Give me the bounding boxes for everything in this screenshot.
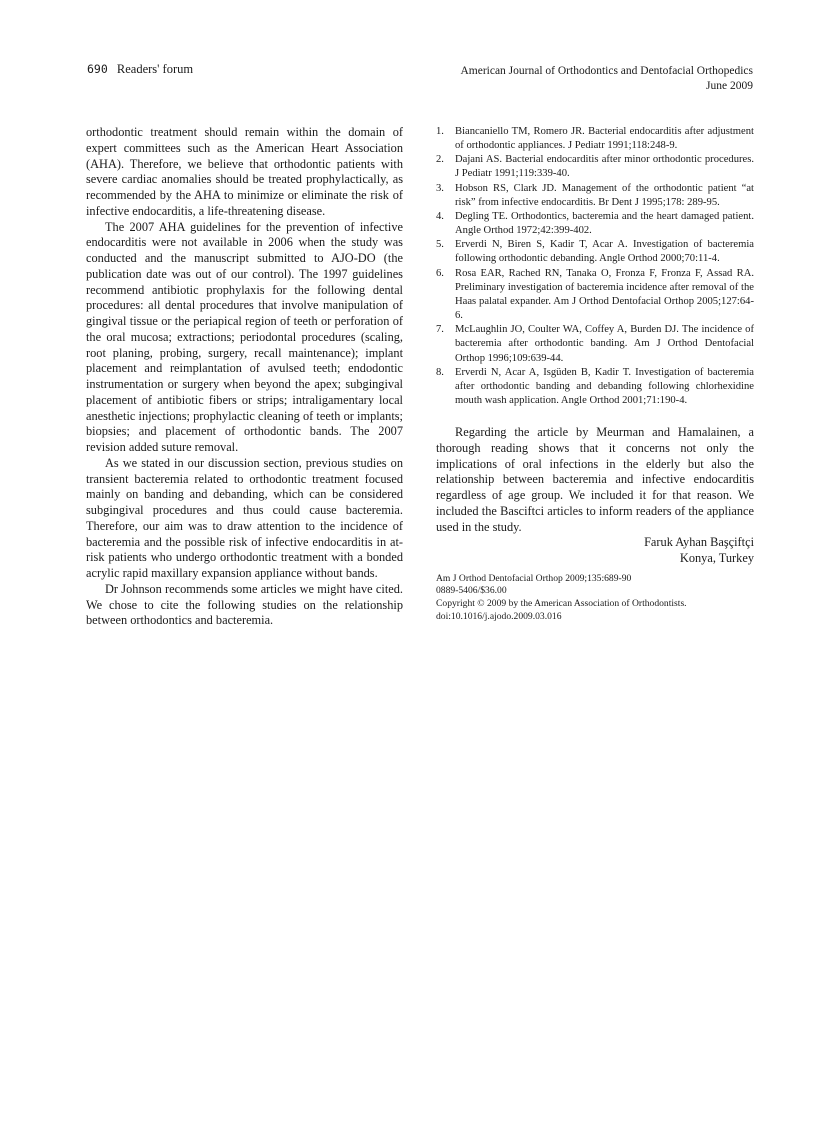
copyright-notice: Copyright © 2009 by the American Association of Orthodontists. [436, 598, 687, 610]
reference-text: Rosa EAR, Rached RN, Tanaka O, Fronza F, Fronza F, Assad RA. Preliminary investigation of bacteremia incidence after removal of the Haas palatal expander. Am J Orthod Dentofacial Orthop 2005;127:64-6. [455, 267, 754, 322]
reply-section [436, 425, 754, 567]
page-number: 690 [87, 62, 108, 76]
reference-item [436, 210, 754, 238]
reference-number: 8. [436, 366, 444, 378]
reference-item [436, 267, 754, 324]
section-title: Readers' forum [116, 62, 194, 76]
right-column [436, 125, 754, 623]
body-paragraph: As we stated in our discussion section, previous studies on transient bacteremia related to orthodontic treatment focused mainly on banding and debanding, which can be considered subgingival procedures and thus could cause bacteremia. Therefore, our aim was to draw attention to the incidence of bacteremia and the possible risk of infective endocarditis in at-risk patients who undergo orthodontic treatment with a bonded acrylic rapid maxillary expansion appliance without bands. [86, 455, 403, 580]
reference-text: Erverdi N, Acar A, Isgüden B, Kadir T. Investigation of bacteremia after orthodontic banding and debanding following chlorhexidine mouth wash application. Angle Orthod 2001;71:190-4. [455, 366, 754, 406]
reference-text: McLaughlin JO, Coulter WA, Coffey A, Burden DJ. The incidence of bacteremia after orthodontic banding. Am J Orthod Dentofacial Orthop 1996;109:639-44. [455, 324, 754, 364]
author-signature [436, 535, 754, 567]
reference-text: Biancaniello TM, Romero JR. Bacterial endocarditis after adjustment of orthodontic appliances. J Pediatr 1991;118:248-9. [455, 126, 754, 152]
reference-text: Hobson RS, Clark JD. Management of the orthodontic patient “at risk” from infective endocarditis. Br Dent J 1995;178: 289-95. [455, 182, 754, 208]
left-column [86, 125, 403, 629]
reference-number: 4. [436, 210, 444, 222]
author-name: Faruk Ayhan Başçiftçi [644, 535, 754, 550]
reference-number: 5. [436, 239, 444, 251]
reference-number: 2. [436, 154, 444, 166]
running-header-left [87, 62, 193, 77]
doi: doi:10.1016/j.ajodo.2009.03.016 [436, 610, 562, 622]
reply-paragraph: Regarding the article by Meurman and Hamalainen, a thorough reading shows that it concerns not only the implications of oral infections in the elderly but also the relationship between bacteremia and infective endocarditis regardless of age group. We included it for that reason. We included the Basciftci articles to inform readers of the appliance used in the study. [436, 425, 754, 534]
reference-item [436, 182, 754, 210]
issue-date: June 2009 [706, 80, 753, 92]
running-header-right [460, 64, 753, 94]
reference-item [436, 238, 754, 266]
reference-number: 7. [436, 324, 444, 336]
reference-item [436, 125, 754, 153]
reference-number: 3. [436, 182, 444, 194]
reference-text: Erverdi N, Biren S, Kadir T, Acar A. Investigation of bacteremia following orthodontic debanding. Angle Orthod 2000;70:11-4. [455, 239, 754, 265]
reference-item [436, 366, 754, 408]
reference-list [436, 125, 754, 408]
body-paragraph: The 2007 AHA guidelines for the prevention of infective endocarditis were not available in 2006 when the study was conducted and the manuscript submitted to AJO-DO (the publication date was out of our control). The 1997 guidelines recommend antibiotic prophylaxis for the following dental procedures: all dental procedures that involve manipulation of gingival tissue or the periapical region of teeth or perforation of the oral mucosa; extractions; periodontal procedures (scaling, root planing, probing, surgery, recall maintenance); implant placement and reimplantation of avulsed teeth; endodontic instrumentation or surgery when beyond the apex; subgingival placement of antibiotic fibers or strips; intraligamentary local anesthetic injections; prophylactic cleaning of teeth or implants; biopsies; and placement of orthodontic bands. The 2007 revision added suture removal. [86, 219, 403, 454]
reference-text: Degling TE. Orthodontics, bacteremia and the heart damaged patient. Angle Orthod 1972;42:399-402. [455, 210, 754, 237]
reference-number: 1. [436, 126, 444, 137]
journal-reference: Am J Orthod Dentofacial Orthop 2009;135:689-90 [436, 572, 632, 584]
citation-block [436, 573, 754, 623]
reference-text: Dajani AS. Bacterial endocarditis after minor orthodontic procedures. J Pediatr 1991;119:339-40. [455, 154, 754, 180]
reference-item [436, 153, 754, 181]
journal-title: American Journal of Orthodontics and Dentofacial Orthopedics [460, 65, 753, 77]
body-paragraph: Dr Johnson recommends some articles we might have cited. We chose to cite the following studies on the relationship between orthodontics and bacteremia. [86, 581, 403, 628]
author-location: Konya, Turkey [679, 551, 754, 566]
issn: 0889-5406/$36.00 [436, 585, 507, 597]
body-paragraph: orthodontic treatment should remain within the domain of expert committees such as the American Heart Association (AHA). Therefore, we believe that orthodontic patients with severe cardiac anomalies should be treated prophylactically, as recommended by the AHA to minimize or eliminate the risk of infective endocarditis, a life-threatening disease. [86, 125, 403, 218]
reference-item [436, 323, 754, 365]
reference-number: 6. [436, 267, 444, 279]
